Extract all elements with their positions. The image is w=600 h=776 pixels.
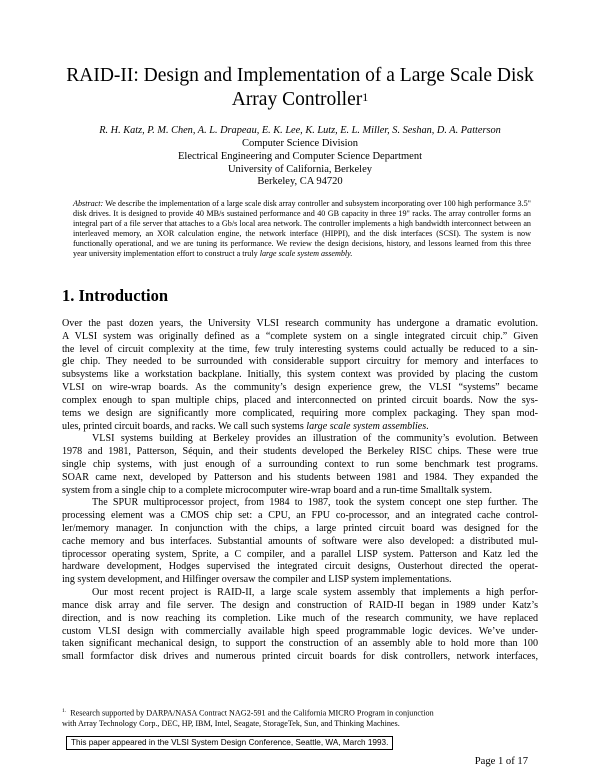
body-line: SOAR came next, developed by Patterson and his students between 1981 and 1984. They expanded the <box>62 471 538 483</box>
section-heading: 1. Introduction <box>62 286 169 305</box>
body-line <box>62 421 538 434</box>
body-line: VLSI on wire-wrap boards. As the community’s design experience grew, the VLSI “systems” became <box>62 382 538 394</box>
publication-notice: This paper appeared in the VLSI System Design Conference, Seattle, WA, March 1993. <box>66 736 393 750</box>
body-line-text: ules, printed circuit boards, and racks. We call such systems <box>62 420 307 432</box>
footnote-line-1 <box>62 706 542 719</box>
body-line: the level of circuit complexity at the time, few truly interesting systems could actually be reduced to a sin- <box>62 343 538 355</box>
body-line: Our most recent project is RAID-II, a large scale system assembly that implements a high perfor- <box>92 587 538 599</box>
body-line: complex enough to span multiple chips, placed and interconnected on printed circuit boards. Now the sys- <box>62 394 538 406</box>
body-line: Over the past dozen years, the University VLSI research community has undergone a dramatic evolution. <box>62 318 538 329</box>
body-emphasis: large scale system assemblies <box>306 420 427 432</box>
body-text <box>62 318 538 664</box>
abstract-text: We describe the implementation of a large scale disk array controller and subsystem incorporating over 100 high performance 3.5" disk drives. It is designed to provide 40 MB/s sustained performance and 40 GB capacity in three 19" racks. The array controller forms an integral part of a file server that attaches to a Gb/s local area network. The controller implements a high bandwidth interconnect between an interleaved memory, an XOR calculation engine, the network interface (HIPPI), and the disk interfaces (SCSI). The system is now functionally operational, and we are tuning its performance. We review the design decisions, history, and lessons learned from this three year university implementation effort to construct a truly <box>73 199 531 259</box>
body-line: tiprocessor operating system, Sprite, a C compiler, and a parallel LISP system. Patterson and Katz led the <box>62 548 538 560</box>
paper-title <box>60 64 540 112</box>
footnote-text-1: Research supported by DARPA/NASA Contract NAG2-591 and the California MICRO Program in conjunction <box>70 708 434 718</box>
body-line: hardware development, Hodges supervised the integrated circuit designs, Ousterhout directed the operat- <box>62 561 538 573</box>
body-line: A VLSI system was originally defined as a “complete system on a single integrated circuit chip.” Given <box>62 330 538 342</box>
body-line: single chip systems, with just enough of a surrounding context to run some benchmark test programs. <box>62 458 538 470</box>
body-line: subsystems like a workstation backplane. Initially, this system context was provided by placing the custom <box>62 369 538 381</box>
body-line: VLSI systems building at Berkeley provides an illustration of the community’s evolution. Between <box>92 433 538 445</box>
body-line: ler/memory manager. In conjunction with the chips, a large printed circuit board was designed for the <box>62 523 538 534</box>
body-line-end: . <box>426 420 429 432</box>
body-line: ing system development, and Hilfinger oversaw the compiler and LISP system implementations. <box>62 574 452 586</box>
abstract-emphasis: large scale system assembly. <box>259 249 353 259</box>
body-line: tems we design are significantly more complicated, requiring more complex packaging. They span mod- <box>62 407 538 419</box>
affiliation-line: Computer Science Division <box>241 138 359 149</box>
page-number: Page 1 of 17 <box>474 756 528 767</box>
title-line-2-text: Array Controller <box>231 89 363 110</box>
affiliation-line: Electrical Engineering and Computer Science Department <box>177 150 423 162</box>
body-line: mance disk array and file server. The design and construction of RAID-II began in 1989 under Katz’s <box>62 599 538 611</box>
body-line: gle chip. They needed to be surrounded with considerable support circuitry for memory and interfaces to <box>62 356 538 368</box>
title-line-2 <box>60 88 540 112</box>
body-line: 1978 and 1981, Patterson, Séquin, and their students developed the Berkeley RISC chips. These were true <box>62 446 538 458</box>
affiliation-line: Berkeley, CA 94720 <box>257 176 343 188</box>
body-line: small formfactor disk drives and numerous printed circuit boards for disk controllers, network interfaces, <box>62 651 538 663</box>
author-list: R. H. Katz, P. M. Chen, A. L. Drapeau, E. K. Lee, K. Lutz, E. L. Miller, S. Seshan, D. A. Patterson <box>99 125 501 136</box>
affiliation-line: University of California, Berkeley <box>227 163 373 175</box>
abstract-label: Abstract: <box>73 199 104 208</box>
footnote-line-2: with Array Technology Corp., DEC, HP, IBM, Intel, Seagate, StorageTek, Sun, and Thinking Machines. <box>62 718 400 728</box>
footnote <box>62 706 542 729</box>
body-line: cache memory and bus interfaces. Substantial amounts of software were also developed: a distributed mul- <box>62 535 538 547</box>
footnote-mark: 1. <box>62 708 67 714</box>
body-line: taken significant mechanical design, to support the construction of an assembly able to hold more than 100 <box>62 638 538 650</box>
abstract <box>73 199 531 260</box>
title-line-1: RAID-II: Design and Implementation of a Large Scale Disk <box>66 65 534 86</box>
affiliation <box>40 137 560 188</box>
body-line: direction, and is now reaching its completion. Like much of the research community, we have replaced <box>62 612 538 624</box>
body-line: system from a single chip to a complete microcomputer wire-wrap board and a run-time Smalltalk system. <box>62 484 492 496</box>
body-line: The SPUR multiprocessor project, from 1984 to 1987, took the system concept one step further. The <box>92 497 538 509</box>
title-footnote-mark: 1 <box>362 90 369 104</box>
body-line: custom VLSI design with commercially available high speed programmable logic devices. We’ve under- <box>62 625 538 637</box>
body-line: processing element was a CMOS chip set: a CPU, an FPU co-processor, and an integrated cache control- <box>62 510 538 522</box>
